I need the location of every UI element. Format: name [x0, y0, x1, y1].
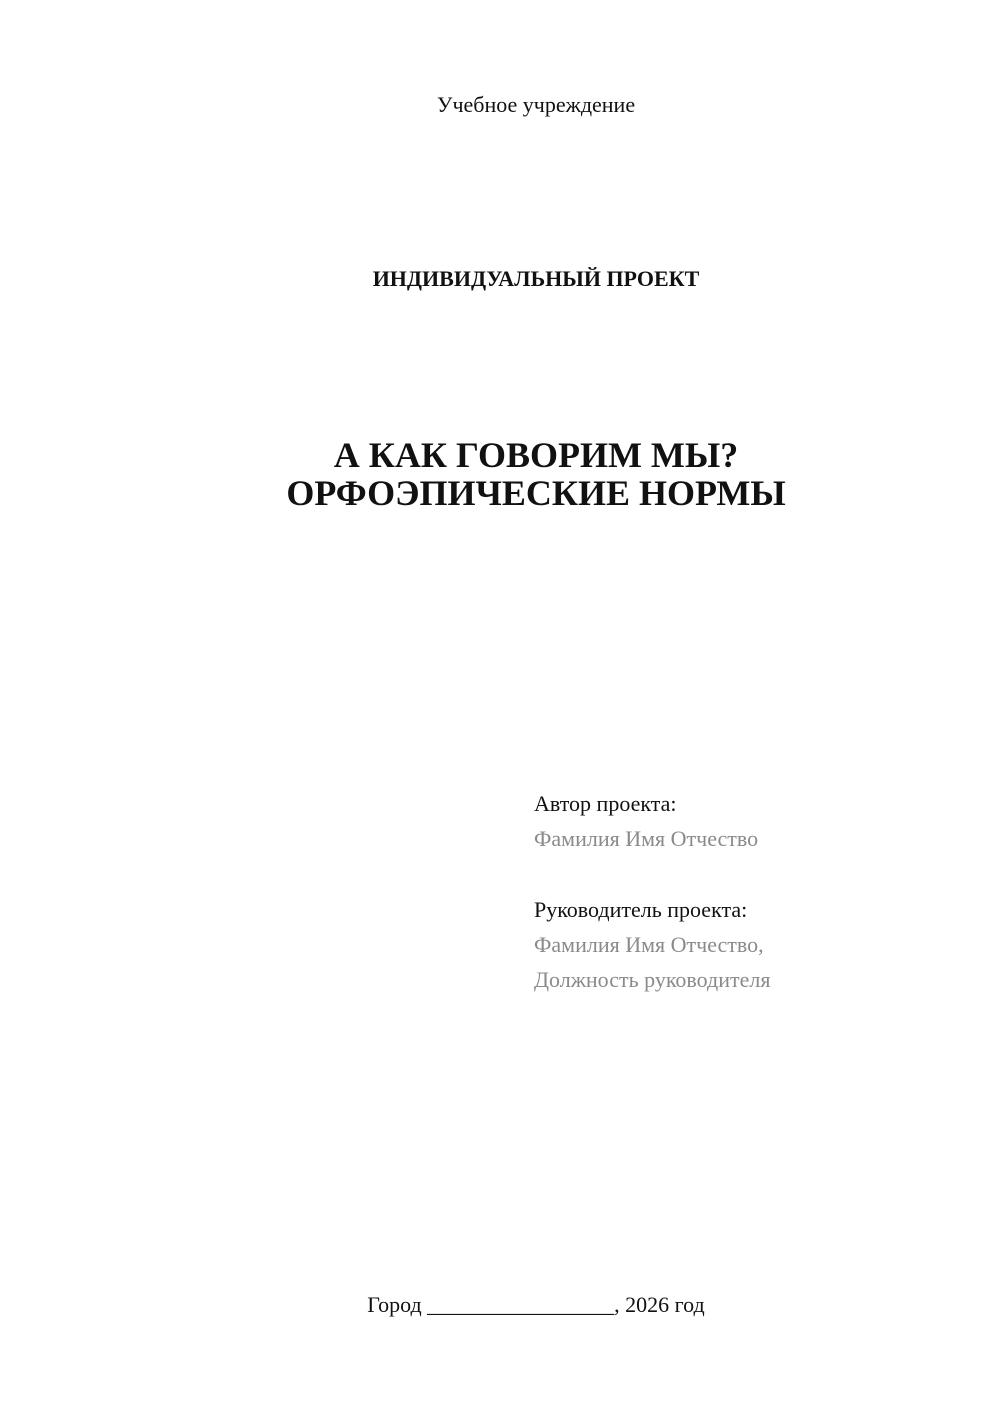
supervisor-name: Фамилия Имя Отчество, — [534, 932, 764, 957]
supervisor-label: Руководитель проекта: — [534, 897, 748, 922]
project-type-heading: ИНДИВИДУАЛЬНЫЙ ПРОЕКТ — [372, 266, 700, 291]
supervisor-position: Должность руководителя — [534, 967, 771, 992]
info-spacer — [534, 856, 974, 892]
project-info-block — [534, 786, 974, 997]
author-label: Автор проекта: — [534, 791, 677, 816]
project-title-line-1: А КАК ГОВОРИМ МЫ? — [333, 435, 739, 475]
project-title-line-2: ОРФОЭПИЧЕСКИЕ НОРМЫ — [286, 473, 786, 513]
city-year-footer: Город _________________, 2026 год — [367, 1292, 705, 1317]
institution-name: Учебное учреждение — [436, 92, 636, 117]
project-title — [0, 436, 1000, 512]
author-name: Фамилия Имя Отчество — [534, 826, 759, 851]
